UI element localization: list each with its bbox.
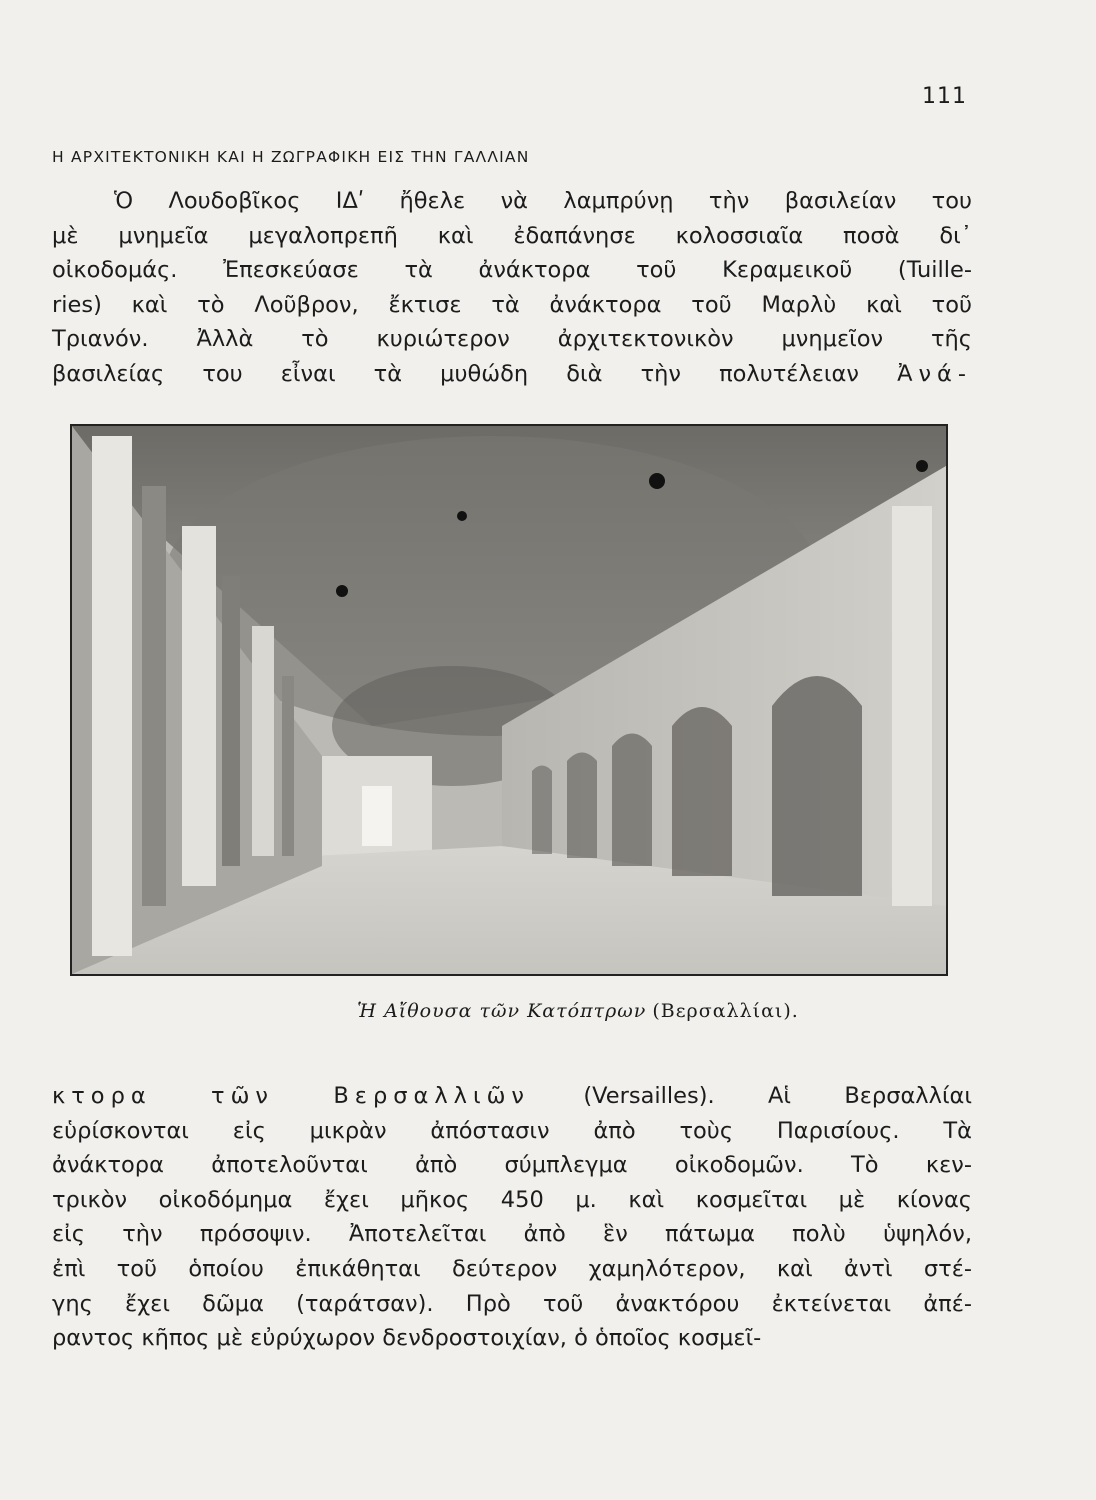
paragraph-1-spaced-word: Ἀνά- [897,360,972,387]
figure-caption [0,1000,1096,1022]
paragraph-1-line: Τριανόν. Ἀλλὰ τὸ κυριώτερον ἀρχιτεκτονικὸν μνημεῖον τῆς [52,326,972,353]
running-head: Η ΑΡΧΙΤΕΚΤΟΝΙΚΗ ΚΑΙ Η ΖΩΓΡΑΦΙΚΗ ΕΙΣ ΤΗΝ ΓΑΛΛΙΑΝ [52,148,530,166]
page-number: 111 [922,84,967,109]
paragraph-2-line: ἀνάκτορα ἀποτελοῦνται ἀπὸ σύμπλεγμα οἰκοδομῶν. Τὸ κεν- [52,1152,972,1179]
hall-of-mirrors-photo [70,424,948,976]
paragraph-2-line: εἰς τὴν πρόσοψιν. Ἀποτελεῖται ἀπὸ ἓν πάτωμα πολὺ ὑψηλόν, [52,1221,972,1248]
paragraph-2-spaced-words: κτορα τῶν Βερσαλλιῶν [52,1083,530,1109]
paragraph-1-line: Ὁ Λουδοβῖκος ΙΔʹ ἤθελε νὰ λαμπρύνῃ τὴν βασιλείαν του [114,188,972,214]
paragraph-2-line: ραντος κῆπος μὲ εὐρύχωρον δενδροστοιχίαν, ὁ ὁποῖος κοσμεῖ- [52,1325,762,1352]
paragraph-1 [52,184,972,392]
paragraph-2-line: τρικὸν οἰκοδόμημα ἔχει μῆκος 450 μ. καὶ κοσμεῖται μὲ κίονας [52,1186,972,1213]
paragraph-1-line-text: βασιλείας του εἶναι τὰ μυθώδη διὰ τὴν πολυτέλειαν [52,360,859,387]
paragraph-2-line: ἐπὶ τοῦ ὁποίου ἐπικάθηται δεύτερον χαμηλότερον, καὶ ἀντὶ στέ- [52,1255,972,1282]
paragraph-1-line: μὲ μνημεῖα μεγαλοπρεπῆ καὶ ἐδαπάνησε κολοσσιαῖα ποσὰ δι᾽ [52,222,972,249]
caption-title: Ἡ Αἴθουσα τῶν Κατόπτρων [357,1000,647,1022]
paragraph-2-line: γης ἔχει δῶμα (ταράτσαν). Πρὸ τοῦ ἀνακτόρου ἐκτείνεται ἀπέ- [52,1290,972,1317]
caption-place: (Βερσαλλίαι). [652,1000,799,1022]
paragraph-2-line-text: (Versailles). Αἱ Βερσαλλίαι [583,1083,972,1109]
paragraph-1-line: οἰκοδομάς. Ἐπεσκεύασε τὰ ἀνάκτορα τοῦ Κεραμεικοῦ (Tuille- [52,257,972,284]
paragraph-2-line: εὑρίσκονται εἰς μικρὰν ἀπόστασιν ἀπὸ τοὺς Παρισίους. Τὰ [52,1117,972,1144]
paragraph-2-line [52,1079,972,1114]
paragraph-1-line: ries) καὶ τὸ Λοῦβρον, ἔκτισε τὰ ἀνάκτορα τοῦ Μαρλὺ καὶ τοῦ [52,291,972,318]
paragraph-1-line [52,357,972,392]
paragraph-2 [52,1079,972,1356]
